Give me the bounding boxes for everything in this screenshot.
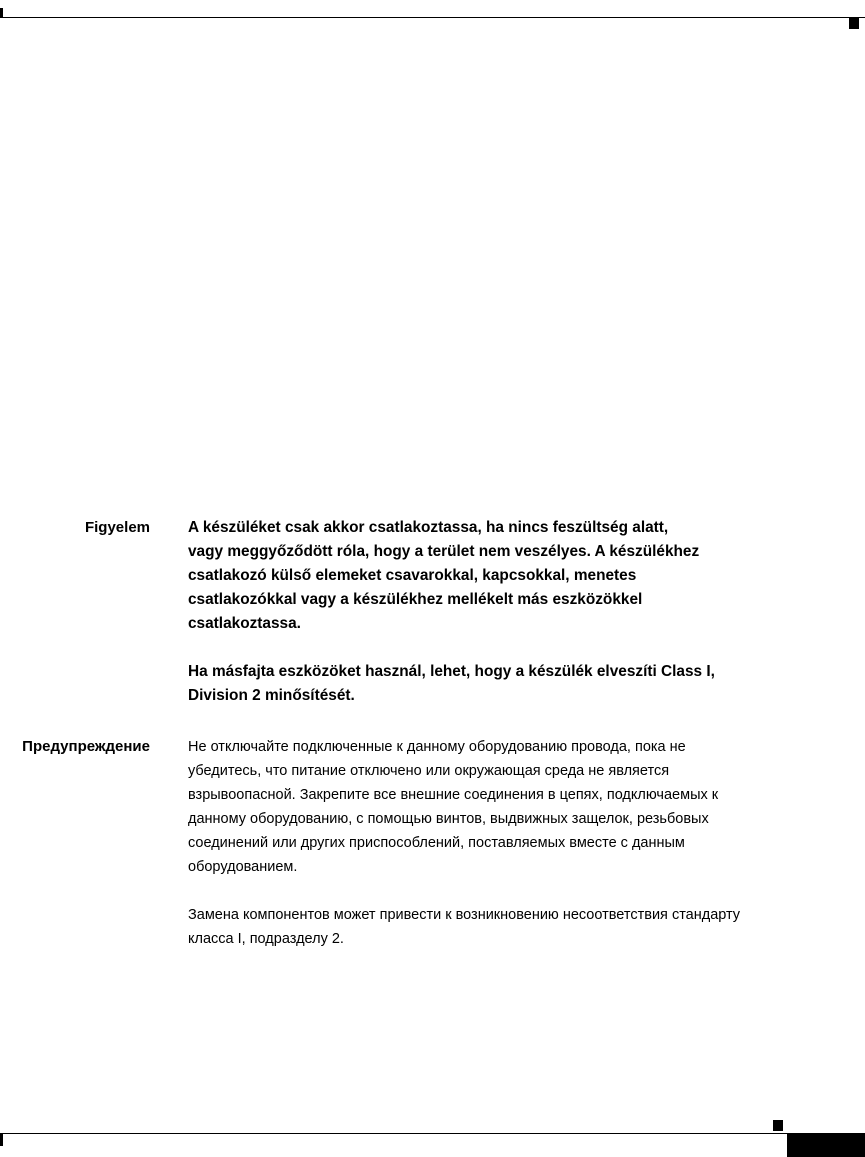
warning-paragraph (188, 516, 853, 636)
text-line: класса I, подразделу 2. (188, 931, 344, 947)
warning-label-hungarian: Figyelem (84, 519, 150, 536)
text-line: Division 2 minősítését. (188, 687, 355, 704)
text-line: csatlakoztassa. (188, 615, 301, 632)
text-line: vagy meggyőződött róla, hogy a terület nem veszélyes. A készülékhez (188, 543, 700, 560)
text-line: взрывоопасной. Закрепите все внешние соединения в цепях, подключаемых к (188, 787, 719, 803)
footer-rule (0, 1133, 865, 1134)
text-line: оборудованием. (188, 859, 298, 875)
warning-label-russian: Предупреждение (22, 738, 150, 755)
warning-paragraph (188, 903, 853, 951)
header-rule (0, 17, 865, 18)
top-right-margin-mark (849, 18, 859, 29)
warning-body-hungarian (188, 516, 853, 708)
text-line: Не отключайте подключенные к данному оборудованию провода, пока не (188, 739, 686, 755)
text-line: Ha másfajta eszközöket használ, lehet, hogy a készülék elveszíti Class I, (188, 663, 715, 680)
text-line: соединений или других приспособлений, поставляемых вместе с данным (188, 835, 685, 851)
text-line: csatlakozó külső elemeket csavarokkal, kapcsokkal, menetes (188, 567, 637, 584)
text-line: данному оборудованию, с помощью винтов, выдвижных защелок, резьбовых (188, 811, 709, 827)
warning-paragraph (188, 735, 853, 879)
text-line: csatlakozókkal vagy a készülékhez mellékelt más eszközökkel (188, 591, 643, 608)
warning-body-russian (188, 735, 853, 951)
bottom-left-margin-mark (0, 1134, 3, 1146)
text-line: Замена компонентов может привести к возникновению несоответствия стандарту (188, 907, 741, 923)
footer-tab (787, 1134, 865, 1157)
bottom-margin-mark (773, 1120, 783, 1131)
text-line: A készüléket csak akkor csatlakoztassa, ha nincs feszültség alatt, (188, 519, 669, 536)
warning-paragraph (188, 660, 853, 708)
text-line: убедитесь, что питание отключено или окружающая среда не является (188, 763, 670, 779)
